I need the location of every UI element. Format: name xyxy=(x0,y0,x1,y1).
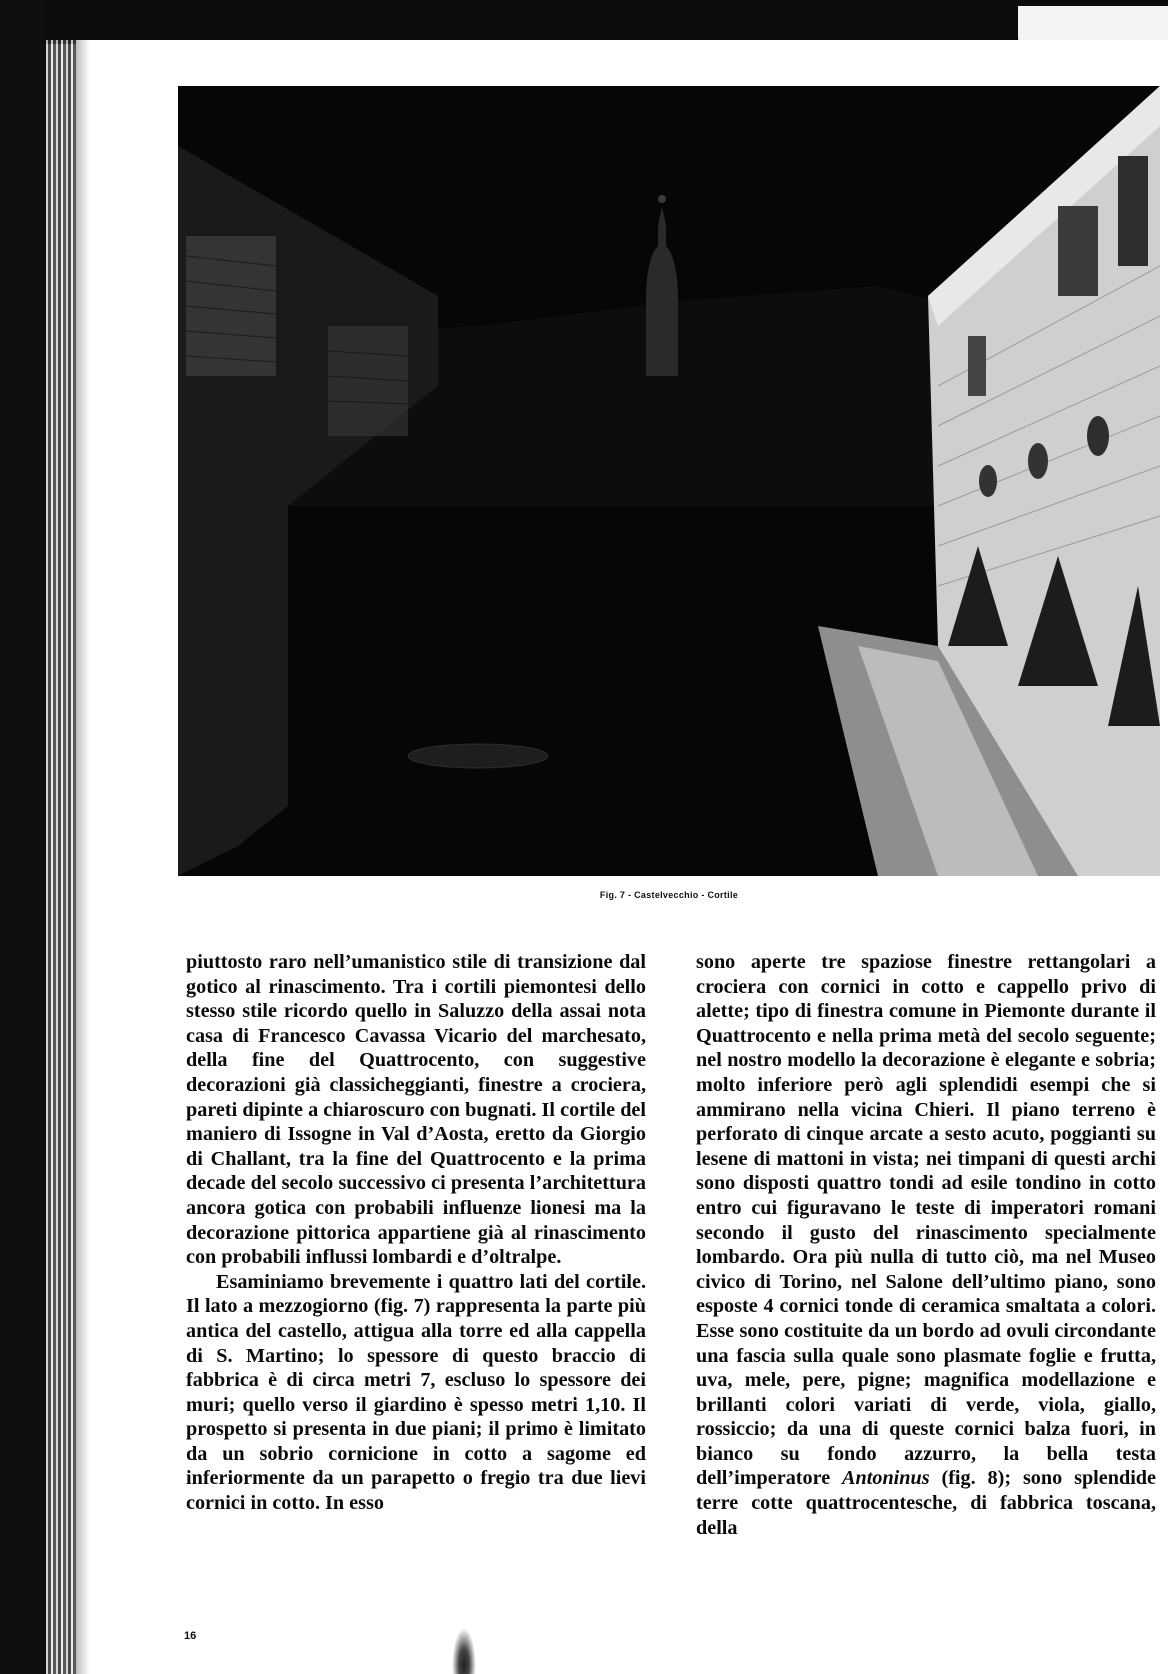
paragraph-text: (fig. 8); sono splendide terre cotte quattrocentesche, di fabbrica toscana, della xyxy=(696,1467,1156,1539)
page-number: 16 xyxy=(184,1630,197,1642)
scan-edge-top xyxy=(0,0,1168,44)
scan-page-stack xyxy=(46,40,76,1674)
scan-paper-tab xyxy=(1018,6,1168,44)
courtyard-photo-drawing xyxy=(178,86,1160,876)
figure-caption: Fig. 7 - Castelvecchio - Cortile xyxy=(599,890,739,900)
paragraph-text: sono aperte tre spaziose finestre rettangolari a crociera con cornici in cotto e cappello privo di alette; tipo di finestra comune in Piemonte durante il Quattrocento e nella prima metà del secolo seguente; nel nostro modello la decorazione è elegante e sobria; molto inferiore però agli splendidi esempi che si ammirano nella vicina Chieri. Il piano terreno è perforato di cinque arcate a sesto acuto, poggianti su lesene di mattoni in vista; nei timpani di questi archi sono disposti quattro tondi ad esile tondino in cotto entro cui figuravano le teste di imperatori romani secondo il gusto del rinascimento specialmente lombardo. Ora più nulla di tutto ciò, ma nel Museo civico di Torino, nel Salone dell’ultimo piano, sono esposte 4 cornici tonde di ceramica smaltata a colori. Esse sono costituite da un bordo ad ovuli circondante una fascia sulla quale sono plasmate foglie e frutta, uva, mele, pere, pigne; magnifica modellazione e brillanti colori variati di verde, viola, giallo, rossiccio; da una di queste cornici balza fuori, in bianco su fondo azzurro, la bella testa dell’imperatore xyxy=(696,951,1156,1490)
courtyard-photo xyxy=(178,86,1160,876)
emperor-name: Antoninus xyxy=(842,1467,930,1490)
scan-smudge xyxy=(452,1628,476,1674)
text-column-right xyxy=(696,950,1156,1540)
text-column-left xyxy=(186,950,646,1516)
paragraph: Esaminiamo brevemente i quattro lati del cortile. Il lato a mezzogiorno (fig. 7) rappresenta la parte più antica del castello, attigua alla torre ed alla cappella di S. Martino; lo spessore di questo braccio di fabbrica è di circa metri 7, escluso lo spessore dei muri; quello verso il giardino è spesso metri 1,10. Il prospetto si presenta in due piani; il primo è limitato da un sobrio cornicione in cotto a sagome ed inferiormente da un parapetto o fregio tra due lievi cornici in cotto. In esso xyxy=(186,1270,646,1515)
paragraph: piuttosto raro nell’umanistico stile di transizione dal gotico al rinascimento. Tra i cortili piemontesi dello stesso stile ricordo quello in Saluzzo della assai nota casa di Francesco Cavassa Vicario del marchesato, della fine del Quattrocento, con suggestive decorazioni già classicheggianti, finestre a crociera, pareti dipinte a chiaroscuro con bugnati. Il cortile del maniero di Issogne in Val d’Aosta, eretto da Giorgio di Challant, tra la fine del Quattrocento e la prima decade del secolo successivo ci presenta l’architettura ancora gotica con probabili influenze lionesi ma la decorazione pittorica appartiene già al rinascimento con probabili influssi lombardi e d’oltralpe. xyxy=(186,951,646,1269)
paragraph xyxy=(696,950,1156,1540)
scan-gutter-shadow xyxy=(76,40,90,1674)
scan-edge-left xyxy=(0,0,46,1674)
